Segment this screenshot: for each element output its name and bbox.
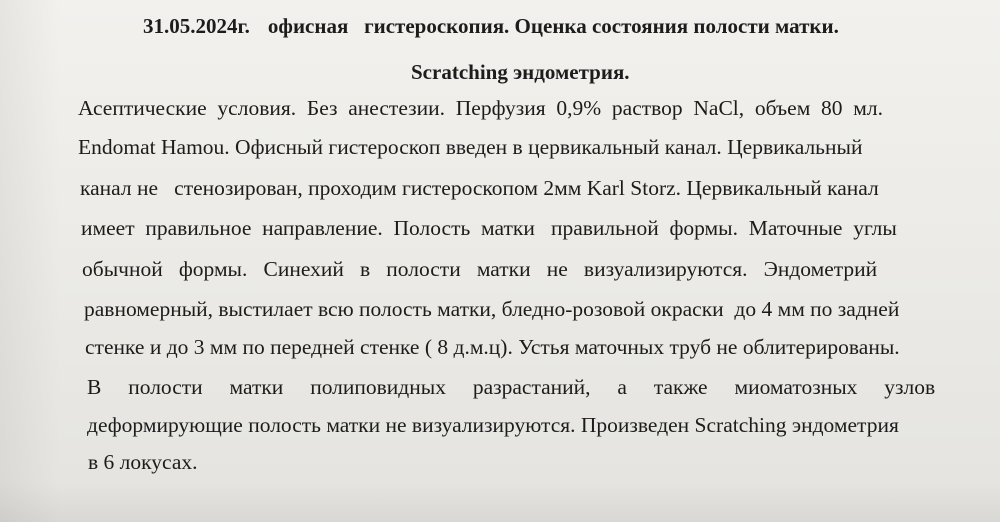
document-title bbox=[143, 14, 839, 39]
body-line-5: обычной формы. Синехий в полости матки не визуализируются. Эндометрий bbox=[82, 257, 878, 281]
body-line-1: Асептические условия. Без анестезии. Перфузия 0,9% раствор NaCl, объем 80 мл. bbox=[78, 96, 884, 120]
document-title-text: офисная гистероскопия. Оценка состояния полости матки. bbox=[267, 14, 839, 38]
body-line-8: В полости матки полиповидных разрастаний, а также миоматозных узлов bbox=[87, 375, 936, 399]
body-line-3: канал не стенозирован, проходим гистероскопом 2мм Karl Storz. Цервикальный канал bbox=[80, 176, 879, 200]
body-line-10: в 6 локусах. bbox=[88, 450, 198, 474]
page-shadow-bottom bbox=[0, 482, 1000, 522]
body-line-2: Endomat Hamou. Офисный гистероскоп введен в цервикальный канал. Цервикальный bbox=[78, 135, 863, 159]
body-line-6: равномерный, выстилает всю полость матки, бледно-розовой окраски до 4 мм по задней bbox=[84, 297, 900, 321]
document-subtitle: Scratching эндометрия. bbox=[411, 60, 630, 84]
document-date: 31.05.2024г. bbox=[143, 14, 250, 38]
page-shadow-left bbox=[0, 0, 60, 522]
body-line-4: имеет правильное направление. Полость матки правильной формы. Маточные углы bbox=[81, 216, 897, 240]
body-line-7: стенке и до 3 мм по передней стенке ( 8 д.м.ц). Устья маточных труб не облитерированы. bbox=[85, 335, 900, 359]
body-line-9: деформирующие полость матки не визуализируются. Произведен Scratching эндометрия bbox=[87, 413, 899, 437]
